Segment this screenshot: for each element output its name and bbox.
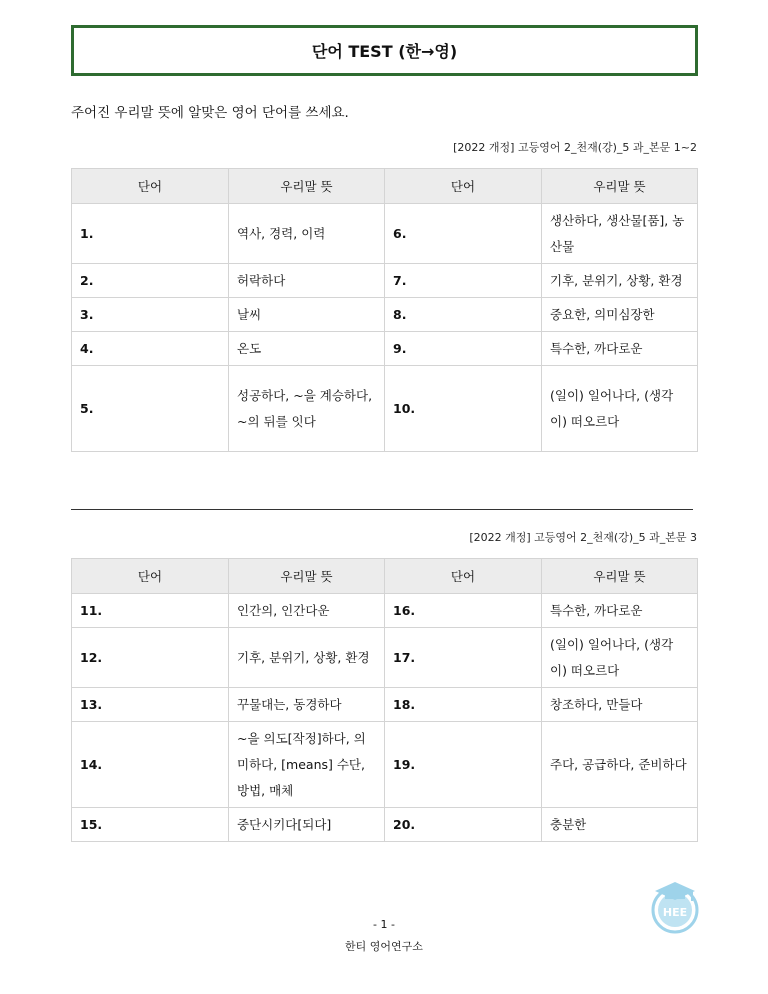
footer-text: 한티 영어연구소 — [345, 940, 423, 953]
vocab-table-2 — [71, 558, 698, 842]
table-row — [72, 722, 698, 808]
item-meaning: 꾸물대는, 동경하다 — [229, 688, 385, 722]
table-row — [72, 298, 698, 332]
item-number: 18. — [385, 688, 542, 722]
item-number: 13. — [72, 688, 229, 722]
header-word: 단어 — [72, 169, 229, 204]
item-meaning: ~을 의도[작정]하다, 의미하다, [means] 수단, 방법, 매체 — [229, 722, 385, 808]
header-meaning: 우리말 뜻 — [542, 559, 698, 594]
item-number: 5. — [72, 366, 229, 452]
item-meaning: (일이) 일어나다, (생각이) 떠오르다 — [542, 366, 698, 452]
header-word: 단어 — [385, 559, 542, 594]
item-meaning: 중단시키다[되다] — [229, 808, 385, 842]
header-word: 단어 — [385, 169, 542, 204]
item-number: 16. — [385, 594, 542, 628]
item-meaning: 창조하다, 만들다 — [542, 688, 698, 722]
table-row — [72, 366, 698, 452]
section1-source: [2022 개정] 고등영어 2_천재(강)_5 과_본문 1~2 — [453, 141, 697, 154]
item-number: 7. — [385, 264, 542, 298]
item-number: 9. — [385, 332, 542, 366]
table-header-row — [72, 559, 698, 594]
item-meaning: 충분한 — [542, 808, 698, 842]
item-number: 1. — [72, 204, 229, 264]
item-number: 3. — [72, 298, 229, 332]
header-meaning: 우리말 뜻 — [229, 559, 385, 594]
item-meaning: 특수한, 까다로운 — [542, 594, 698, 628]
section-divider — [71, 509, 693, 510]
table-header-row — [72, 169, 698, 204]
header-meaning: 우리말 뜻 — [542, 169, 698, 204]
section2-source: [2022 개정] 고등영어 2_천재(강)_5 과_본문 3 — [469, 531, 697, 544]
header-word: 단어 — [72, 559, 229, 594]
item-meaning: 날씨 — [229, 298, 385, 332]
item-number: 4. — [72, 332, 229, 366]
header-meaning: 우리말 뜻 — [229, 169, 385, 204]
table-row — [72, 204, 698, 264]
item-meaning: 주다, 공급하다, 준비하다 — [542, 722, 698, 808]
item-meaning: (일이) 일어나다, (생각이) 떠오르다 — [542, 628, 698, 688]
page-number: - 1 - — [373, 918, 395, 931]
table-row — [72, 628, 698, 688]
item-number: 19. — [385, 722, 542, 808]
table-row — [72, 594, 698, 628]
table-row — [72, 264, 698, 298]
item-number: 12. — [72, 628, 229, 688]
item-meaning: 성공하다, ~을 계승하다, ~의 뒤를 잇다 — [229, 366, 385, 452]
item-meaning: 온도 — [229, 332, 385, 366]
logo-text: HEE — [662, 906, 688, 919]
worksheet-title — [71, 25, 698, 76]
item-meaning: 허락하다 — [229, 264, 385, 298]
item-meaning: 생산하다, 생산물[품], 농산물 — [542, 204, 698, 264]
item-number: 14. — [72, 722, 229, 808]
item-meaning: 기후, 분위기, 상황, 환경 — [229, 628, 385, 688]
item-meaning: 특수한, 까다로운 — [542, 332, 698, 366]
instruction-text: 주어진 우리말 뜻에 알맞은 영어 단어를 쓰세요. — [71, 105, 349, 121]
item-meaning: 기후, 분위기, 상황, 환경 — [542, 264, 698, 298]
table-row — [72, 688, 698, 722]
item-number: 2. — [72, 264, 229, 298]
item-number: 11. — [72, 594, 229, 628]
item-number: 20. — [385, 808, 542, 842]
vocab-table-1 — [71, 168, 698, 452]
table-row — [72, 332, 698, 366]
table-row — [72, 808, 698, 842]
item-number: 8. — [385, 298, 542, 332]
item-number: 6. — [385, 204, 542, 264]
item-number: 15. — [72, 808, 229, 842]
item-meaning: 중요한, 의미심장한 — [542, 298, 698, 332]
item-number: 17. — [385, 628, 542, 688]
item-number: 10. — [385, 366, 542, 452]
title-text: 단어 TEST (한→영) — [311, 42, 458, 61]
item-meaning: 인간의, 인간다운 — [229, 594, 385, 628]
item-meaning: 역사, 경력, 이력 — [229, 204, 385, 264]
